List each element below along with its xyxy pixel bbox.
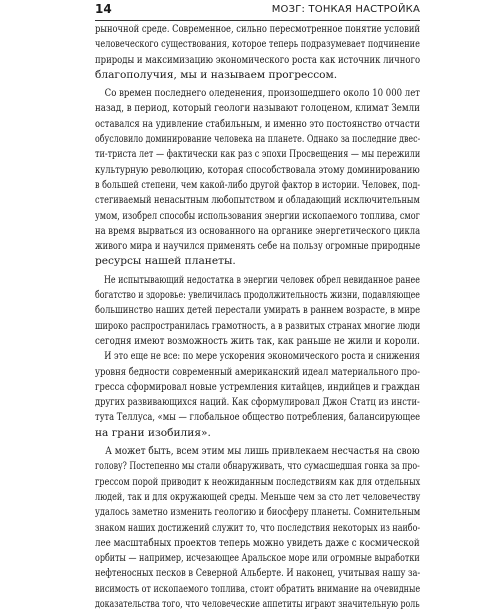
text-line: удалось заметно изменить геологию и биосферу планеты. Сомнительным [95,506,421,519]
text-line: орбиты — например, исчезающее Аральское море или огромные выработки [95,552,420,565]
text-line: ти-триста лет — фактически как раз с эпохи Просвещения — мы пережили [95,148,421,161]
text-line: оставался на удивление стабильным, и именно это постоянство отчасти [95,117,420,130]
text-line: лее масштабных проектов теперь можно увидеть даже с космической [95,536,420,549]
text-line: природы и максимизацию экономического роста как источник личного [95,53,421,66]
text-line: ресурсы нашей планеты. [95,255,236,268]
text-line: на время вырваться из основанного на органике энергетического цикла [95,224,421,237]
running-title: МОЗГ: ТОНКАЯ НАСТРОЙКА [271,4,420,15]
text-line: тута Теллуса, «мы — глобальное общество потребления, балансирующее [95,411,421,424]
text-line: других развивающихся наций. Как сформулировал Джон Статц из инсти- [95,396,420,409]
text-line: Не испытывающий недостатка в энергии человек обрел невиданное ранее [103,273,420,286]
text-line: И это еще не все: по мере ускорения экономического роста и снижения [104,350,420,363]
paragraph [95,444,420,612]
text-line: стегиваемый ненасытным любопытством и обладающий исключительным [95,194,420,207]
text-line: рыночной среде. Современное, сильно пересмотренное понятие условий [95,23,420,35]
text-line: назад, в период, который геологи называют голоценом, климат Земли [95,102,420,115]
paragraph [95,86,420,270]
text-line: грессом порой приводит к неожиданным последствиям как для отдельных [95,475,421,488]
text-line: умом, изобрел способы использования энергии ископаемого топлива, смог [95,209,420,222]
text-line: уровня бедности современный американский идеал материального про- [95,365,420,378]
text-line: нефтеносных песков в Северной Альберте. И наконец, учитывая нашу за- [95,567,421,580]
text-line: широко распространилась грамотность, а в развитых странах многие люди [95,319,421,332]
paragraph [95,273,420,441]
text-line: А может быть, всем этим мы лишь привлекаем несчастья на свою [105,445,420,458]
text-line: доказательства того, что человеческие аппетиты играют значительную роль [95,597,420,610]
paragraph [95,22,420,83]
text-line: сегодня имеют возможность жить так, как раньше не жили и короли. [95,334,420,347]
text-line: богатство и здоровье: увеличилась продолжительность жизни, подавляющее [95,289,420,302]
text-line: висимость от ископаемого топлива, стоит обратить внимание на очевидные [95,582,421,595]
text-line: культурную революцию, которая способствовала этому доминированию [95,163,420,176]
body-text [95,22,420,612]
page-number: 14 [95,2,112,16]
text-line: живого мира и научился применять себе на пользу огромные природные [95,240,421,253]
text-line: на грани изобилия». [95,426,211,439]
page-header [95,2,420,21]
text-line: голову? Постепенно мы стали обнаруживать, что сумасшедшая гонка за про- [95,460,420,473]
text-line: обусловило доминирование человека на планете. Однако за последние двес- [95,133,421,146]
text-line: знаком наших достижений служит то, что последствия некоторых из наибо- [95,521,421,534]
text-line: людей, так и для окружающей среды. Меньше чем за сто лет человечеству [95,490,421,503]
text-line: человеческого существования, которое теперь подразумевает подчинение [95,38,420,51]
text-line: благополучия, мы и называем прогрессом. [95,68,338,81]
text-line: в большей степени, чем какой-либо другой фактор в истории. Человек, под- [95,178,421,191]
text-line: большинство наших детей перестали умирать в раннем возрасте, в мире [95,304,421,317]
text-line: Со времен последнего оледенения, произошедшего около 10 000 лет [104,87,421,100]
text-line: гресса сформировал новые устремления китайцев, индийцев и граждан [95,380,420,393]
